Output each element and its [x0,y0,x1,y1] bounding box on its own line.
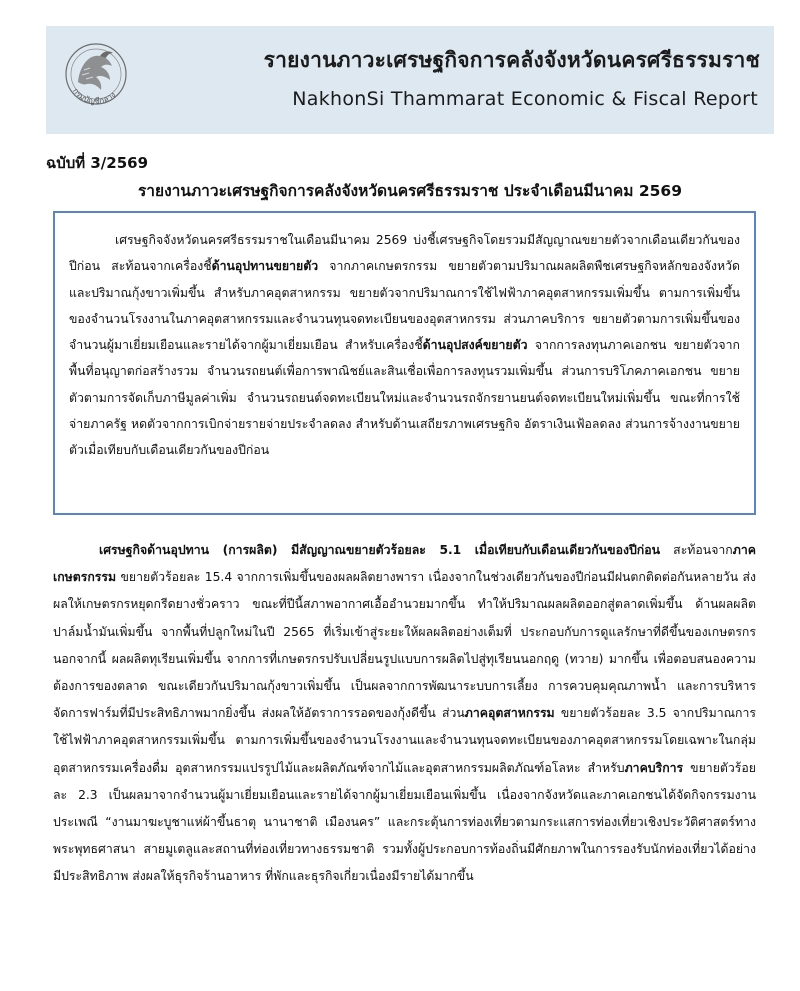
issue-number: ฉบับที่ 3/2569 [46,154,149,172]
comptroller-department-logo [60,34,132,122]
industry-label: ภาคอุตสาหกรรม [464,706,555,721]
logo-text: กรมบัญชีกลาง [70,86,118,106]
executive-summary-box [53,211,756,515]
document-title: รายงานภาวะเศรษฐกิจการคลังจังหวัดนครศรีธรรมราช ประจำเดือนมีนาคม 2569 [137,182,683,200]
summary-demand-highlight: ด้านอุปสงค์ขยายตัว [422,338,528,353]
agriculture-label: ภาคเกษตรกรรม [53,543,756,585]
services-text: ขยายตัวร้อยละ 2.3 เป็นผลมาจากจำนวนผู้มาเยี่ยมเยือนและรายได้จากผู้มาเยี่ยมเยือนเพิ่มขึ้น เนื่องจากจังหวัดและภาคเอกชนได้จัดกิจกรรมงานประเพณี “งานมาฆะบูชาแห่ผ้าขึ้นธาตุ นานาชาติ เมืองนคร” และกระตุ้นการท่องเที่ยวตามกระแสการท่องเที่ยวเชิงประวัติศาสตร์ทางพระพุทธศาสนา สายมูเตลูและสถานที่ท่องเที่ยวทางธรรมชาติ รวมทั้งผู้ประกอบการท้องถิ่นมีศักยภาพในการรองรับนักท่องเที่ยวได้อย่างมีประสิทธิภาพ ส่งผลให้ธุรกิจร้านอาหาร ที่พักและธุรกิจเกี่ยวเนื่องมีรายได้มากขึ้น [53,760,756,884]
summary-paragraph [69,227,740,464]
summary-supply-highlight: ด้านอุปทานขยายตัว [211,259,319,274]
supply-side-heading: เศรษฐกิจด้านอุปทาน (การผลิต) มีสัญญาณขยายตัวร้อยละ 5.1 เมื่อเทียบกับเดือนเดียวกันของปีก่อน [99,543,661,557]
supply-side-paragraph [53,537,756,891]
report-header [46,26,774,134]
header-title-thai: รายงานภาวะเศรษฐกิจการคลังจังหวัดนครศรีธรรมราช [263,48,760,72]
summary-text-3: จากการลงทุนภาคเอกชน ขยายตัวจากพื้นที่อนุญาตก่อสร้างรวม จำนวนรถยนต์เพื่อการพาณิชย์และสินเชื่อเพื่อการลงทุนรวมเพิ่มขึ้น ส่วนการบริโภคภาคเอกชน ขยายตัวตามการจัดเก็บภาษีมูลค่าเพิ่ม จำนวนรถยนต์จดทะเบียนใหม่และจำนวนรถจักรยานยนต์จดทะเบียนใหม่เพิ่มขึ้น ขณะที่การใช้จ่ายภาครัฐ หดตัวจากการเบิกจ่ายรายจ่ายประจำลดลง สำหรับด้านเสถียรภาพเศรษฐกิจ อัตราเงินเฟ้อลดลง ส่วนการจ้างงานขยายตัวเมื่อเทียบกับเดือนเดียวกันของปีก่อน [69,338,740,458]
industry-text: ขยายตัวร้อยละ 3.5 จากปริมาณการใช้ไฟฟ้าภาคอุตสาหกรรมเพิ่มขึ้น ตามการเพิ่มขึ้นของจำนวนโรงงานและจำนวนทุนจดทะเบียนของภาคอุตสาหกรรมโดยเฉพาะในกลุ่มอุตสาหกรรมเครื่องดื่ม อุตสาหกรรมแปรรูปไม้และผลิตภัณฑ์จากไม้และอุตสาหกรรมผลิตภัณฑ์อโลหะ สำหรับ [53,706,756,775]
supply-text-1: สะท้อนจาก [660,543,733,557]
summary-text-2: จากภาคเกษตรกรรม ขยายตัวตามปริมาณผลผลิตพืชเศรษฐกิจหลักของจังหวัดและปริมาณกุ้งขาวเพิ่มขึ้น สำหรับภาคอุตสาหกรรม ขยายตัวจากปริมาณการใช้ไฟฟ้าภาคอุตสาหกรรมเพิ่มขึ้น ตามการเพิ่มขึ้นของจำนวนโรงงานในภาคอุตสาหกรรมและจำนวนทุนจดทะเบียนของอุตสาหกรรม ส่วนภาคบริการ ขยายตัวตามการเพิ่มขึ้นของจำนวนผู้มาเยี่ยมเยือนและรายได้จากผู้มาเยี่ยมเยือน สำหรับเครื่องชี้ [69,259,740,353]
services-label: ภาคบริการ [624,760,684,775]
agriculture-text: ขยายตัวร้อยละ 15.4 จากการเพิ่มขึ้นของผลผลิตยางพารา เนื่องจากในช่วงเดียวกันของปีก่อนมีฝนตกติดต่อกันหลายวัน ส่งผลให้เกษตรกรหยุดกรีดยางชั่วคราว ขณะที่ปีนี้สภาพอากาศเอื้ออำนวยมากขึ้น ทำให้ปริมาณผลผลิตออกสู่ตลาดเพิ่มขึ้น ด้านผลผลิตปาล์มน้ำมันเพิ่มขึ้น จากพื้นที่ปลูกใหม่ในปี 2565 ที่เริ่มเข้าสู่ระยะให้ผลผลิตอย่างเต็มที่ ประกอบกับการดูแลรักษาที่ดีขึ้นของเกษตรกร นอกจากนี้ ผลผลิตทุเรียนเพิ่มขึ้น จากการที่เกษตรกรปรับเปลี่ยนรูปแบบการผลิตไปสู่ทุเรียนนอกฤดู (ทวาย) มากขึ้น เพื่อตอบสนองความต้องการของตลาด ขณะเดียวกันปริมาณกุ้งขาวเพิ่มขึ้น เป็นผลจากการพัฒนาระบบการเลี้ยง การควบคุมคุณภาพน้ำ และการบริหารจัดการฟาร์มที่มีประสิทธิภาพมากยิ่งขึ้น ส่งผลให้อัตราการรอดของกุ้งดีขึ้น ส่วน [53,570,756,721]
summary-text-1: เศรษฐกิจจังหวัดนครศรีธรรมราชในเดือนมีนาคม 2569 บ่งชี้เศรษฐกิจโดยรวมมีสัญญาณขยายตัวจากเดือนเดียวกันของปีก่อน สะท้อนจากเครื่องชี้ [69,233,740,274]
header-title-english: NakhonSi Thammarat Economic & Fiscal Report [292,88,758,110]
